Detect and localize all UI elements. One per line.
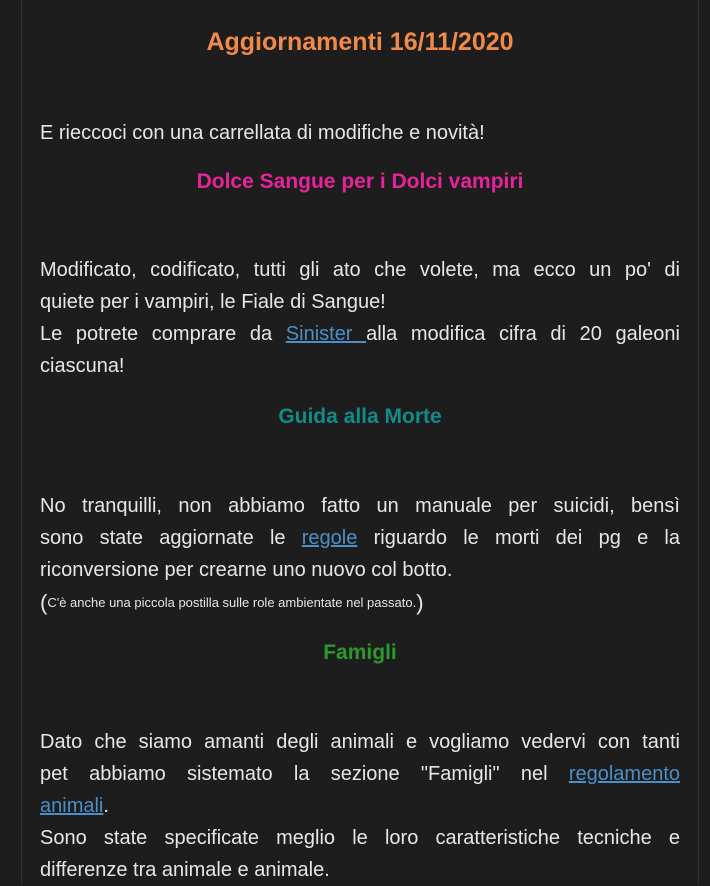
text-line: ciascuna! [40, 355, 125, 377]
text-line [40, 318, 680, 350]
text-line: quiete per i vampiri, le Fiale di Sangue! [40, 291, 386, 313]
section-paragraph-guida-morte [40, 490, 680, 586]
section-paragraph-famigli [40, 726, 680, 886]
text-segment: pet abbiamo sistemato la sezione "Famigli" nel [40, 763, 569, 785]
section-heading-guida-morte: Guida alla Morte [278, 405, 442, 428]
text-line: differenze tra animale e animale. [40, 859, 330, 881]
intro-text: E rieccoci con una carrellata di modifiche e novità! [40, 122, 485, 144]
text-line: Modificato, codificato, tutti gli ato che volete, ma ecco un po' di [40, 259, 680, 281]
text-line: riconversione per crearne uno nuovo col botto. [40, 559, 453, 581]
section-heading-famigli: Famigli [323, 641, 397, 664]
regole-link[interactable]: regole [301, 527, 358, 549]
section-paragraph-dolce-sangue [40, 254, 680, 382]
side-note [40, 590, 680, 616]
text-line: Sono state specificate meglio le loro caratteristiche tecniche e [40, 827, 680, 849]
note-text: C'è anche una piccola postilla sulle role ambientate nel passato. [47, 595, 417, 610]
note-close-paren: ) [416, 590, 424, 615]
text-segment: sono state aggiornate le [40, 527, 302, 549]
intro-paragraph [40, 117, 680, 149]
text-line [40, 790, 680, 822]
page-title: Aggiornamenti 16/11/2020 [206, 28, 514, 56]
text-line [40, 758, 680, 790]
regolamento-animali-link-cont[interactable]: animali [40, 795, 104, 817]
text-line: Dato che siamo amanti degli animali e vogliamo vedervi con tanti [40, 731, 680, 753]
text-segment: riguardo le morti dei pg e la [357, 527, 680, 549]
regolamento-animali-link[interactable]: regolamento [568, 763, 680, 785]
text-segment: . [103, 795, 109, 817]
note-open-paren: ( [40, 590, 48, 615]
section-heading-dolce-sangue: Dolce Sangue per i Dolci vampiri [196, 170, 524, 193]
text-line: No tranquilli, non abbiamo fatto un manuale per suicidi, bensì [40, 495, 680, 517]
sinister-link[interactable]: Sinister [285, 323, 367, 345]
text-segment: alla modifica cifra di 20 galeoni [366, 323, 680, 345]
text-segment: Le potrete comprare da [40, 323, 286, 345]
text-line [40, 522, 680, 554]
